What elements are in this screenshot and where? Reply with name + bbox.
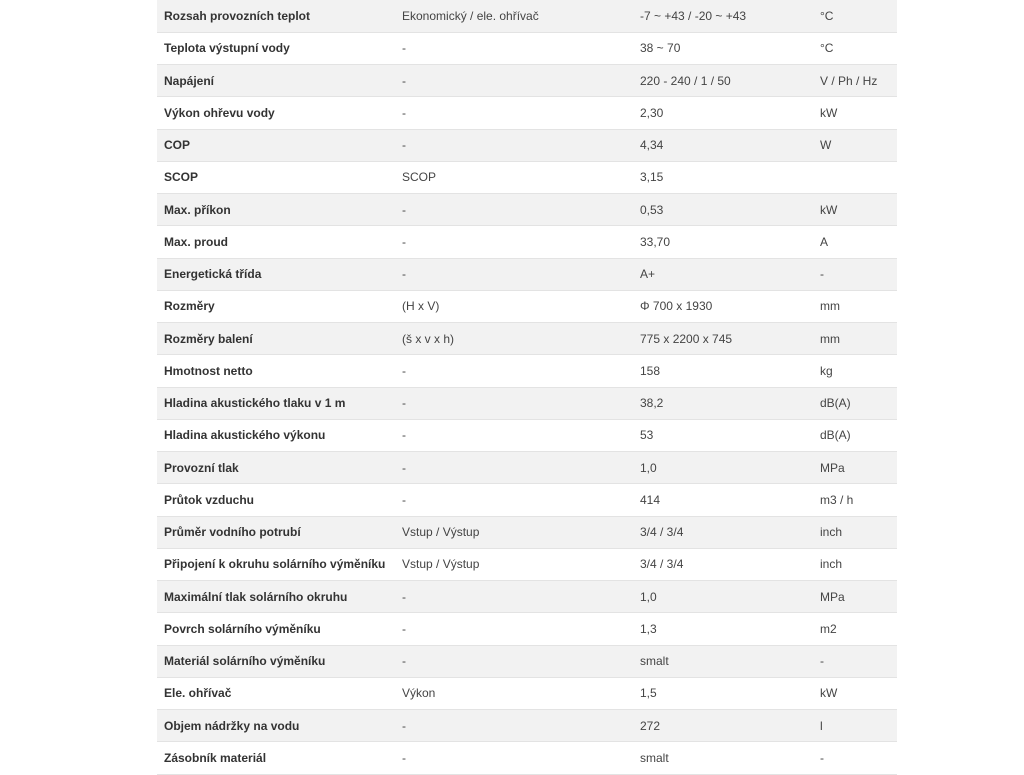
- spec-condition: -: [395, 581, 633, 613]
- spec-table-body: [157, 0, 897, 774]
- table-row: [157, 161, 897, 193]
- spec-condition: SCOP: [395, 161, 633, 193]
- spec-unit: -: [813, 645, 897, 677]
- spec-name: Teplota výstupní vody: [157, 32, 395, 64]
- spec-name: Hmotnost netto: [157, 355, 395, 387]
- table-row: [157, 97, 897, 129]
- spec-condition: -: [395, 258, 633, 290]
- spec-unit: l: [813, 710, 897, 742]
- spec-name: Provozní tlak: [157, 452, 395, 484]
- spec-value: 1,5: [633, 677, 813, 709]
- spec-condition: -: [395, 97, 633, 129]
- spec-unit: MPa: [813, 452, 897, 484]
- spec-value: Φ 700 x 1930: [633, 290, 813, 322]
- spec-unit: m2: [813, 613, 897, 645]
- spec-unit: [813, 161, 897, 193]
- spec-condition: -: [395, 32, 633, 64]
- spec-condition: -: [395, 226, 633, 258]
- spec-unit: W: [813, 129, 897, 161]
- spec-value: smalt: [633, 742, 813, 774]
- spec-name: Maximální tlak solárního okruhu: [157, 581, 395, 613]
- spec-value: 3/4 / 3/4: [633, 548, 813, 580]
- spec-unit: dB(A): [813, 419, 897, 451]
- spec-name: Napájení: [157, 65, 395, 97]
- spec-name: Povrch solárního výměníku: [157, 613, 395, 645]
- table-row: [157, 742, 897, 774]
- spec-value: 53: [633, 419, 813, 451]
- spec-name: Průtok vzduchu: [157, 484, 395, 516]
- spec-name: Rozměry balení: [157, 323, 395, 355]
- spec-value: 4,34: [633, 129, 813, 161]
- spec-condition: -: [395, 613, 633, 645]
- spec-condition: -: [395, 452, 633, 484]
- spec-unit: kg: [813, 355, 897, 387]
- table-row: [157, 516, 897, 548]
- table-row: [157, 0, 897, 32]
- spec-name: COP: [157, 129, 395, 161]
- spec-name: Hladina akustického tlaku v 1 m: [157, 387, 395, 419]
- spec-value: 38 ~ 70: [633, 32, 813, 64]
- table-row: [157, 419, 897, 451]
- table-row: [157, 710, 897, 742]
- spec-value: 3,15: [633, 161, 813, 193]
- spec-value: 158: [633, 355, 813, 387]
- spec-condition: -: [395, 645, 633, 677]
- spec-condition: -: [395, 710, 633, 742]
- spec-value: 1,3: [633, 613, 813, 645]
- spec-name: Max. příkon: [157, 194, 395, 226]
- table-row: [157, 226, 897, 258]
- spec-unit: -: [813, 258, 897, 290]
- table-row: [157, 484, 897, 516]
- table-row: [157, 387, 897, 419]
- spec-value: 3/4 / 3/4: [633, 516, 813, 548]
- table-row: [157, 548, 897, 580]
- spec-name: Energetická třída: [157, 258, 395, 290]
- table-row: [157, 65, 897, 97]
- spec-unit: kW: [813, 194, 897, 226]
- table-row: [157, 452, 897, 484]
- spec-condition: -: [395, 65, 633, 97]
- spec-name: Objem nádržky na vodu: [157, 710, 395, 742]
- spec-value: smalt: [633, 645, 813, 677]
- spec-value: 414: [633, 484, 813, 516]
- table-row: [157, 613, 897, 645]
- spec-value: 0,53: [633, 194, 813, 226]
- spec-table: [157, 0, 897, 775]
- spec-value: 220 - 240 / 1 / 50: [633, 65, 813, 97]
- spec-unit: inch: [813, 516, 897, 548]
- spec-name: Průměr vodního potrubí: [157, 516, 395, 548]
- table-row: [157, 290, 897, 322]
- spec-condition: Ekonomický / ele. ohřívač: [395, 0, 633, 32]
- table-row: [157, 677, 897, 709]
- spec-name: Zásobník materiál: [157, 742, 395, 774]
- spec-value: 1,0: [633, 581, 813, 613]
- spec-unit: °C: [813, 32, 897, 64]
- spec-unit: -: [813, 742, 897, 774]
- spec-condition: (š x v x h): [395, 323, 633, 355]
- spec-value: A+: [633, 258, 813, 290]
- spec-unit: °C: [813, 0, 897, 32]
- spec-name: Rozměry: [157, 290, 395, 322]
- table-row: [157, 581, 897, 613]
- spec-condition: -: [395, 387, 633, 419]
- spec-unit: dB(A): [813, 387, 897, 419]
- spec-unit: m3 / h: [813, 484, 897, 516]
- spec-name: Rozsah provozních teplot: [157, 0, 395, 32]
- spec-unit: mm: [813, 290, 897, 322]
- table-row: [157, 32, 897, 64]
- spec-condition: Vstup / Výstup: [395, 548, 633, 580]
- spec-unit: mm: [813, 323, 897, 355]
- spec-condition: -: [395, 742, 633, 774]
- spec-name: Materiál solárního výměníku: [157, 645, 395, 677]
- spec-condition: -: [395, 419, 633, 451]
- table-row: [157, 194, 897, 226]
- spec-value: 2,30: [633, 97, 813, 129]
- spec-unit: inch: [813, 548, 897, 580]
- spec-unit: MPa: [813, 581, 897, 613]
- spec-value: 272: [633, 710, 813, 742]
- spec-condition: -: [395, 194, 633, 226]
- spec-condition: (H x V): [395, 290, 633, 322]
- spec-condition: Výkon: [395, 677, 633, 709]
- spec-value: 38,2: [633, 387, 813, 419]
- spec-unit: kW: [813, 677, 897, 709]
- spec-condition: -: [395, 484, 633, 516]
- table-row: [157, 355, 897, 387]
- spec-condition: -: [395, 355, 633, 387]
- spec-name: Připojení k okruhu solárního výměníku: [157, 548, 395, 580]
- spec-value: 1,0: [633, 452, 813, 484]
- spec-name: Max. proud: [157, 226, 395, 258]
- table-row: [157, 129, 897, 161]
- spec-unit: V / Ph / Hz: [813, 65, 897, 97]
- spec-name: Výkon ohřevu vody: [157, 97, 395, 129]
- spec-unit: kW: [813, 97, 897, 129]
- spec-condition: Vstup / Výstup: [395, 516, 633, 548]
- spec-condition: -: [395, 129, 633, 161]
- spec-name: SCOP: [157, 161, 395, 193]
- table-row: [157, 258, 897, 290]
- spec-value: -7 ~ +43 / -20 ~ +43: [633, 0, 813, 32]
- spec-value: 33,70: [633, 226, 813, 258]
- spec-value: 775 x 2200 x 745: [633, 323, 813, 355]
- spec-unit: A: [813, 226, 897, 258]
- spec-table-container: [157, 0, 878, 768]
- spec-name: Ele. ohřívač: [157, 677, 395, 709]
- table-row: [157, 645, 897, 677]
- table-row: [157, 323, 897, 355]
- spec-name: Hladina akustického výkonu: [157, 419, 395, 451]
